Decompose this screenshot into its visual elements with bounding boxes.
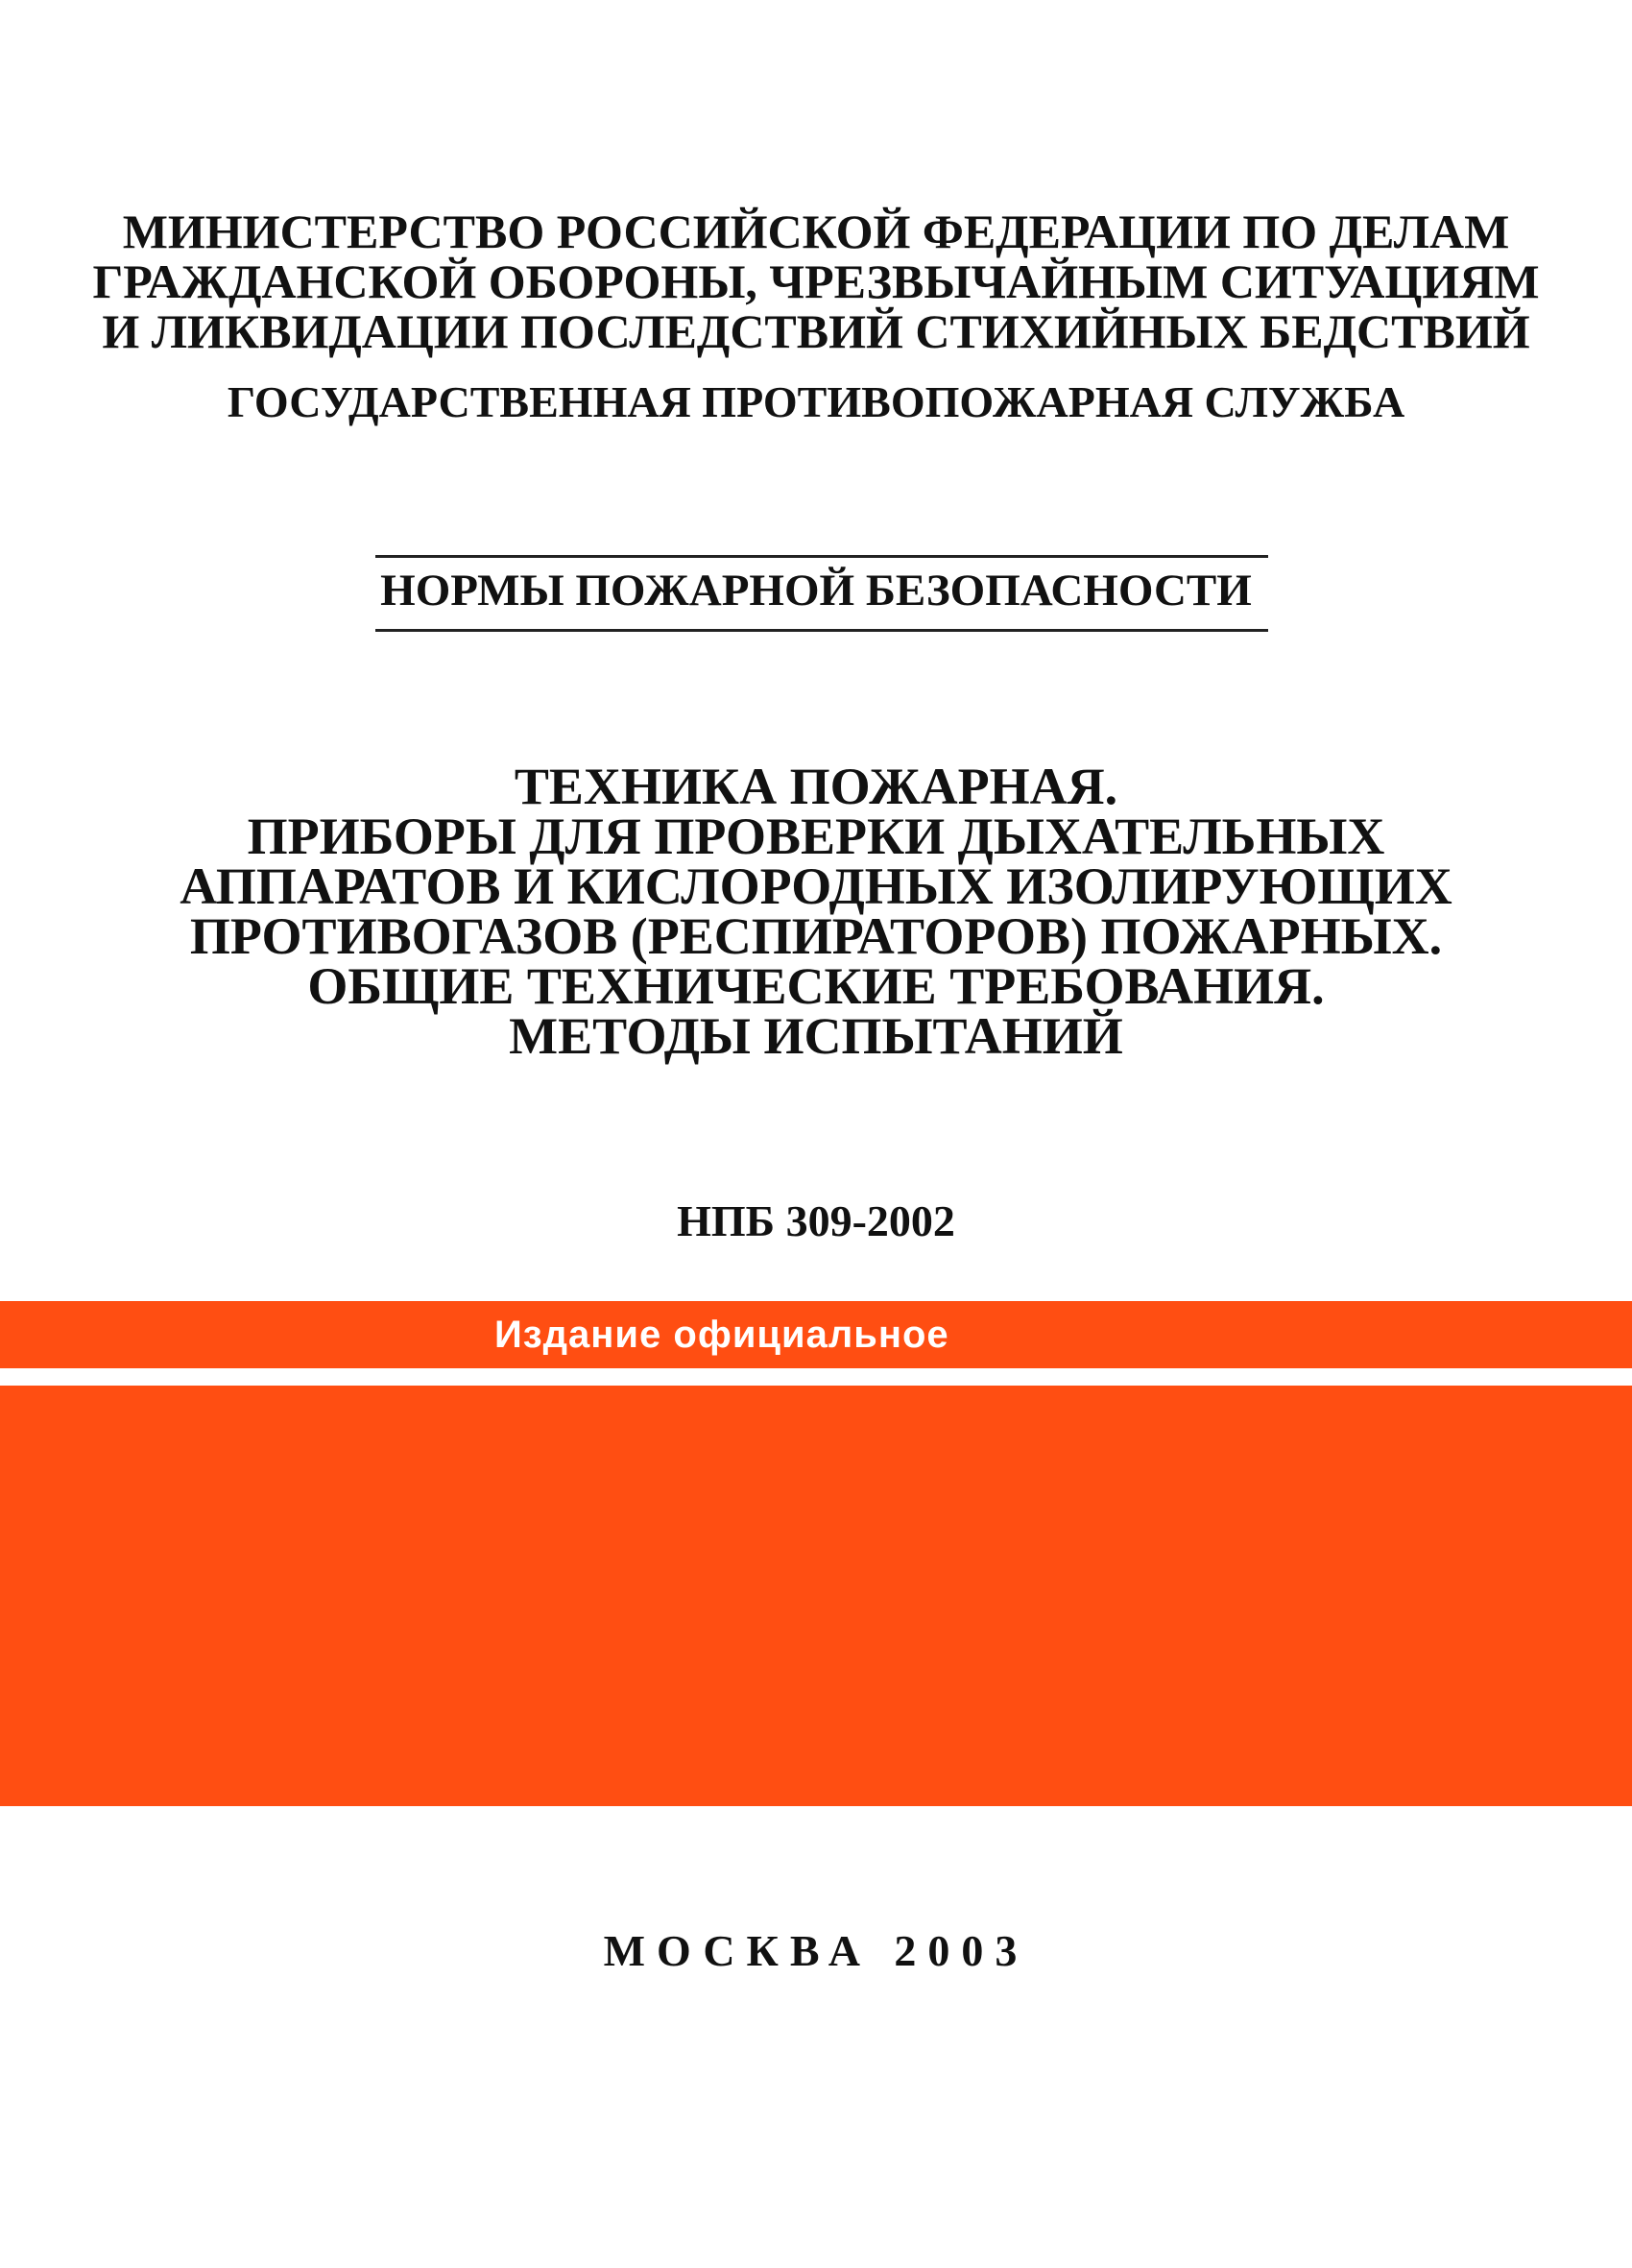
document-title	[0, 758, 1632, 1065]
document-title-line: ПРИБОРЫ ДЛЯ ПРОВЕРКИ ДЫХАТЕЛЬНЫХ	[247, 808, 1385, 865]
document-title-line: МЕТОДЫ ИСПЫТАНИЙ	[509, 1007, 1123, 1065]
ministry-heading-line: ГРАЖДАНСКОЙ ОБОРОНЫ, ЧРЕЗВЫЧАЙНЫМ СИТУАЦИЯМ	[92, 254, 1540, 308]
document-code: НПБ 309-2002	[677, 1196, 955, 1245]
edition-label: Издание официальное	[494, 1314, 949, 1356]
norms-heading: НОРМЫ ПОЖАРНОЙ БЕЗОПАСНОСТИ	[380, 566, 1252, 615]
ministry-heading	[0, 206, 1632, 356]
service-name: ГОСУДАРСТВЕННАЯ ПРОТИВОПОЖАРНАЯ СЛУЖБА	[227, 377, 1405, 426]
document-title-line: ПРОТИВОГАЗОВ (РЕСПИРАТОРОВ) ПОЖАРНЫХ.	[189, 907, 1443, 965]
norms-top-rule	[375, 555, 1268, 558]
norms-bottom-rule	[375, 629, 1268, 632]
document-title-line: АППАРАТОВ И КИСЛОРОДНЫХ ИЗОЛИРУЮЩИХ	[180, 857, 1452, 915]
decorative-band	[0, 1386, 1632, 1806]
ministry-heading-line: МИНИСТЕРСТВО РОССИЙСКОЙ ФЕДЕРАЦИИ ПО ДЕЛАМ	[122, 205, 1510, 258]
city-year: МОСКВА 2003	[603, 1926, 1029, 1975]
document-title-line: ТЕХНИКА ПОЖАРНАЯ.	[514, 758, 1118, 815]
ministry-heading-line: И ЛИКВИДАЦИИ ПОСЛЕДСТВИЙ СТИХИЙНЫХ БЕДСТВИЙ	[102, 304, 1530, 358]
document-title-line: ОБЩИЕ ТЕХНИЧЕСКИЕ ТРЕБОВАНИЯ.	[307, 957, 1325, 1015]
